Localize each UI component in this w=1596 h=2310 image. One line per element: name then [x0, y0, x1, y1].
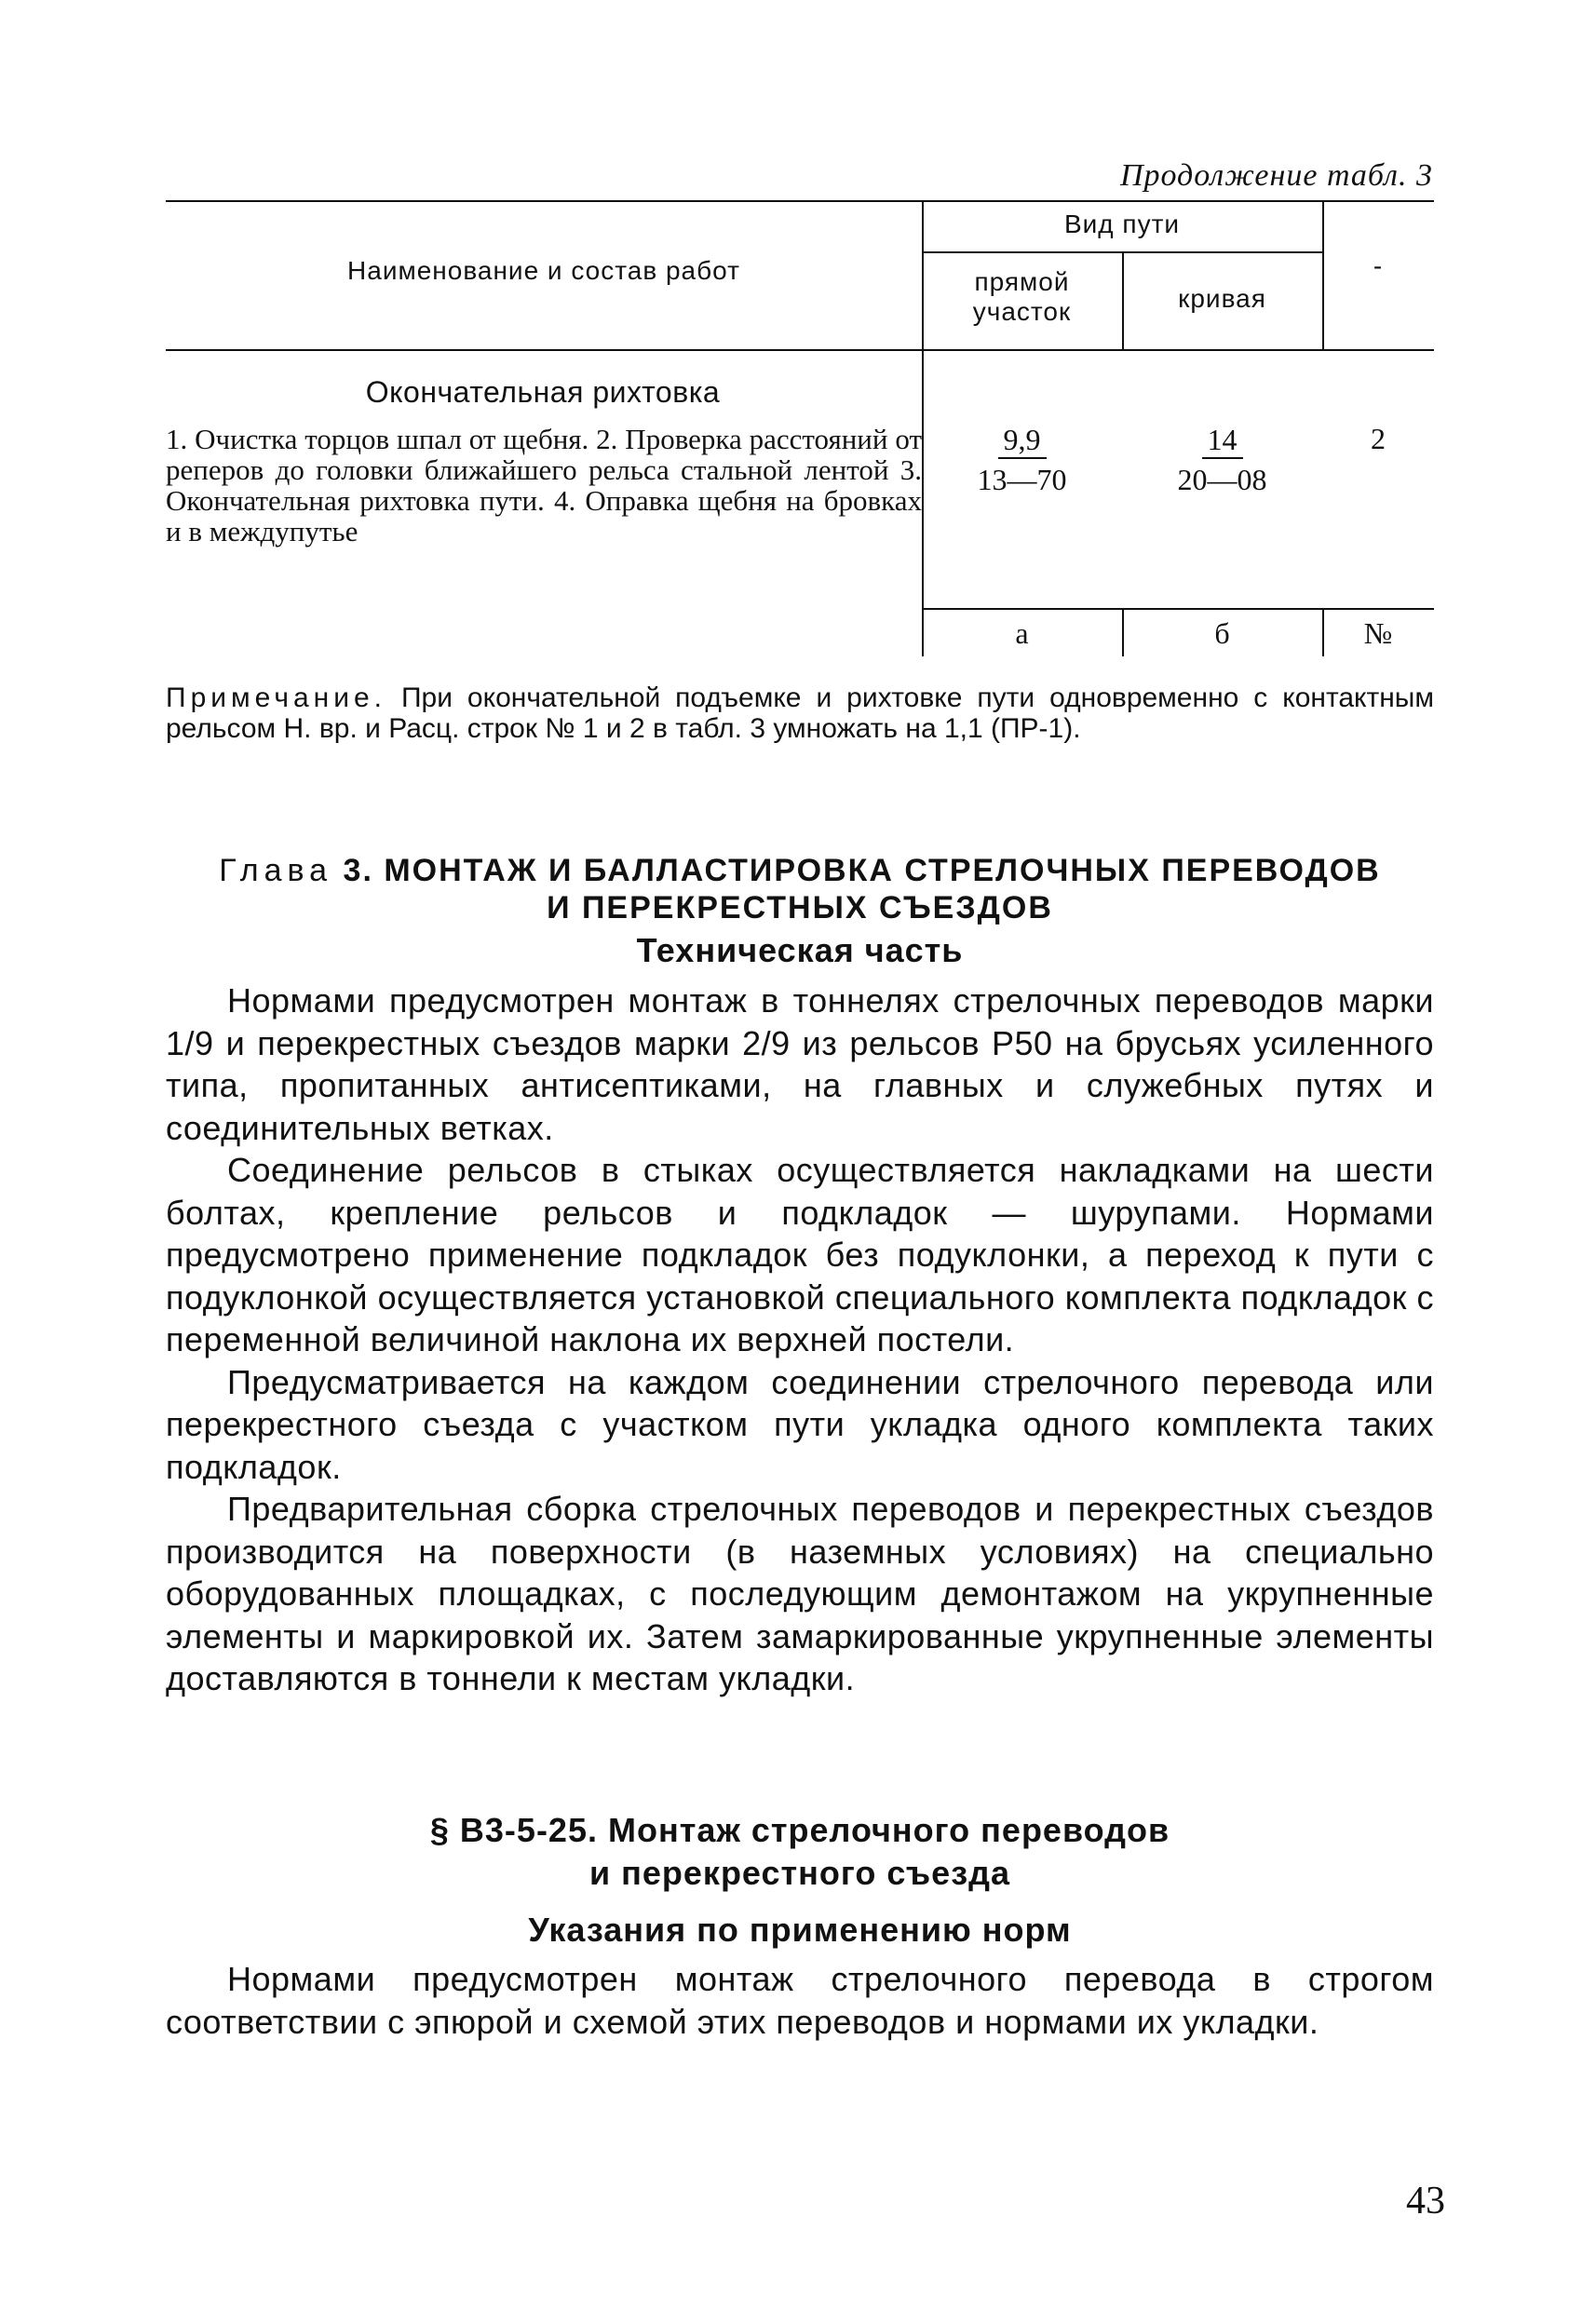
table-row-description: 1. Очистка торцов шпал от щебня. 2. Проверка расстояний от реперов до головки ближайшего рельса стальной лентой 3. Окончательная рихтовка пути. 4. Оправка щебня на бровках и в междупутье: [166, 423, 922, 547]
curve-value: 14: [1202, 422, 1243, 459]
section-paragraph: Нормами предусмотрен монтаж стрелочного перевода в строгом соответствии с эпюрой и схемой этих переводов и нормами их укладки.: [166, 1960, 1434, 2041]
note-text: При окончательной подъемке и рихтовке пути одновременно с контактным рельсом Н. вр. и Расц. строк № 1 и 2 в табл. 3 умножать на 1,1 (ПР-1).: [166, 682, 1434, 744]
page-number: 43: [1406, 2180, 1445, 2222]
header-curve: кривая: [1178, 284, 1266, 313]
chapter-body: [166, 979, 1434, 1700]
chapter-number: 3.: [343, 853, 373, 888]
footer-number-sign: №: [1363, 616, 1393, 650]
section-title-line2: и перекрестного съезда: [589, 1854, 1010, 1892]
paragraph-1: Нормами предусмотрен монтаж в тоннелях стрелочных переводов марки 1/9 и перекрестных съездов марки 2/9 из рельсов Р50 на брусьях усиленного типа, пропитанных антисептиками, на главных и служебных путях и соединительных ветках.: [166, 981, 1434, 1147]
table-note: [166, 682, 1434, 744]
curve-fraction: [1122, 422, 1322, 498]
chapter-title-line1: МОНТАЖ И БАЛЛАСТИРОВКА СТРЕЛОЧНЫХ ПЕРЕВОДОВ: [384, 853, 1381, 888]
table-header-rule: [166, 349, 1434, 351]
note-label: Примечание.: [166, 682, 386, 713]
header-work-name: Наименование и состав работ: [347, 256, 740, 285]
header-straight: прямой участок: [972, 267, 1072, 326]
straight-value: 9,9: [998, 422, 1047, 459]
header-extra: -: [1373, 251, 1384, 280]
chapter-title-line2: И ПЕРЕКРЕСТНЫХ СЪЕЗДОВ: [547, 890, 1053, 925]
section-title-line1: § В3-5-25. Монтаж стрелочного переводов: [429, 1811, 1170, 1849]
paragraph-4: Предварительная сборка стрелочных переводов и перекрестных съездов производится на поверхности (в наземных условиях) на специально оборудованных площадках, с последующим демонтажом на укрупненные элементы и маркировкой их. Затем замаркированные укрупненные элементы доставляются в тоннели к местам укладки.: [166, 1490, 1434, 1697]
table-top-rule: [166, 200, 1434, 202]
chapter-heading: [166, 852, 1434, 926]
straight-code: 13—70: [977, 463, 1067, 496]
paragraph-2: Соединение рельсов в стыках осуществляется накладками на шести болтах, крепление рельсов и подкладок — шурупами. Нормами предусмотрено применение подкладок без подуклонки, а переход к пути с подуклонкой осуществляется установкой специального комплекта подкладок с переменной величиной наклона их верхней постели.: [166, 1151, 1434, 1358]
table-footer-rule: [922, 608, 1434, 610]
chapter-prefix: Глава: [219, 853, 333, 888]
section-subtitle: Указания по применению норм: [528, 1911, 1072, 1949]
section-body: [166, 1958, 1434, 2043]
table-section-title: Окончательная рихтовка: [365, 375, 721, 409]
section-heading: [166, 1809, 1434, 1895]
footer-b: б: [1214, 616, 1230, 650]
table-continuation-label: Продолжение табл. 3: [1119, 158, 1433, 193]
norms-table: [166, 200, 1434, 656]
row-number: 2: [1371, 422, 1386, 455]
paragraph-3: Предусматривается на каждом соединении стрелочного перевода или перекрестного съезда с участком пути укладка одного комплекта таких подкладок.: [166, 1362, 1434, 1486]
header-track-type: Вид пути: [1063, 209, 1181, 238]
chapter-subtitle: Техническая часть: [636, 931, 964, 969]
straight-fraction: [922, 422, 1122, 498]
curve-code: 20—08: [1177, 463, 1267, 496]
footer-a: а: [1015, 616, 1029, 650]
